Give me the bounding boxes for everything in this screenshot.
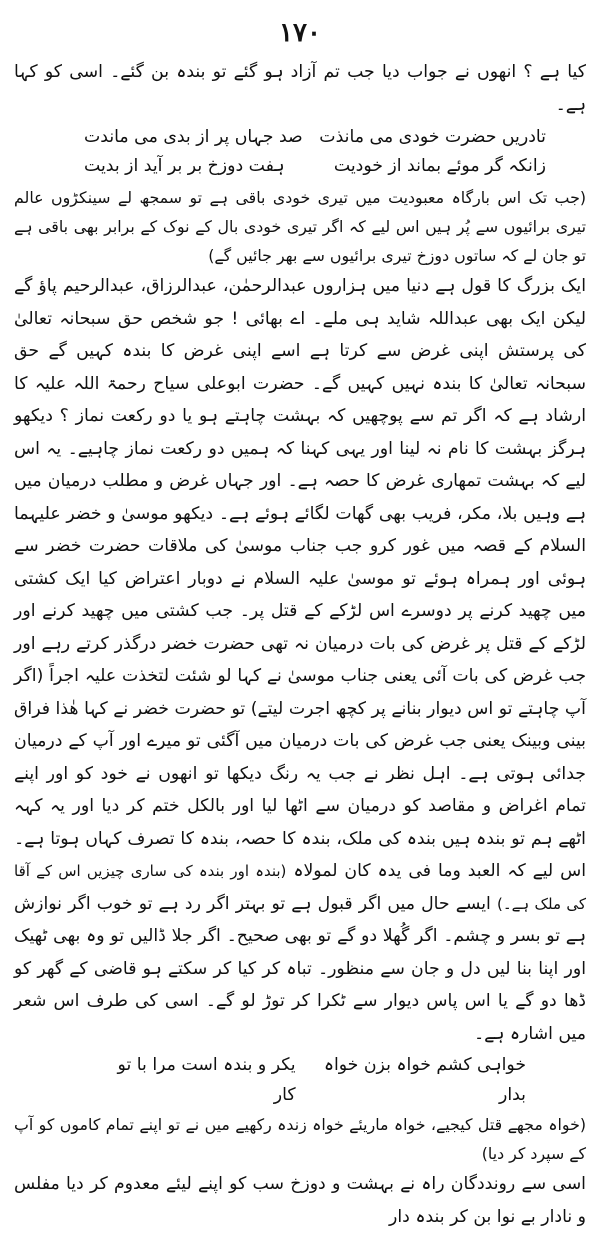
closing-line: اسی سے رونددگان راہ نے بہشت و دوزخ سب کو اپنے لیئے معدوم کر دیا مفلس و نادار بے نوا بن کر بندہ دار (14, 1174, 586, 1227)
main-paragraph-continued: ایسے حال میں اگر قبول ہے تو بہتر اگر رد ہے تو خوب اگر نوازش ہے تو بسر و چشم۔ اگر گُھلا دو گے تو بھی صحیح۔ اگر جلا ڈالیں تو وہ بھی ٹھیک اور اپنا بنا لیں دل و جان سے منظور۔ تباہ کر کیا کر سکتے ہو قاضی کے گھر کو ڈھا دو گے یا اس پاس دیوار سے ٹکرا کر توڑ لو گے۔ اسی کی طرف اس شعر میں اشارہ ہے۔ (14, 893, 586, 1044)
arabic-quote: العبد وما فی یدہ کان لمولاہ (293, 861, 501, 881)
persian-verse-1 (14, 123, 586, 181)
main-paragraph (14, 270, 586, 1050)
verse-couplet (14, 152, 586, 181)
page-number: ۱۷۰ (279, 18, 321, 48)
verse-hemistich: یکر و بندہ است مرا با تو کار (117, 1055, 296, 1105)
persian-verse-2 (14, 1050, 586, 1110)
verse-hemistich: خواہی کشم خواہ بزن خواہ بدار (323, 1055, 526, 1105)
opening-line: کیا ہے ؟ انھوں نے جواب دیا جب تم آزاد ہو گئے تو بندہ بن گئے۔ اسی کو کہا ہے۔ (14, 62, 586, 115)
verse-hemistich: صد جہاں پر از بدی می ماندت (84, 127, 303, 147)
verse-hemistich: زانکہ گر موئے بماند از خودیت (333, 156, 546, 176)
arabic-quote-gloss: (بندہ اور بندہ کی ساری چیزیں اس کے آقا کی ملک ہے۔) (14, 862, 587, 913)
verse-couplet (14, 123, 586, 152)
verse-hemistich: تادریں حضرت خودی می مانذت (319, 127, 546, 147)
verse-translation-note: (جب تک اس بارگاہ معبودیت میں تیری خودی باقی ہے تو سمجھ لے سینکڑوں عالم تیری برائیوں سے پُر ہیں اس لیے کہ اگر تیری خودی بال کے نوک کے برابر بھی باقی ہے تو جان لے کہ ساتوں دوزخ تیری برائیوں سے بھر جائیں گے) (14, 188, 586, 265)
verse-hemistich: ہفت دوزخ بر بر آید از بدیت (84, 156, 285, 176)
verse-translation-note-2: (خواہ مجھے قتل کیجیے، خواہ ماریئے خواہ زندہ رکھیے میں نے تو اپنے تمام کاموں کو آپ کے سپرد کر دیا) (14, 1115, 586, 1163)
main-paragraph-text: ایک بزرگ کا قول ہے دنیا میں ہزاروں عبدالرحمٰن، عبدالرزاق، عبدالرحیم پاؤ گے لیکن ایک بھی عبداللہ شاید ہی ملے۔ اے بھائی ! جو شخص حق سبحانہ تعالیٰ کی پرستش اپنی غرض سے کرتا ہے اسے اپنی غرض کا بندہ کہیں گے حق سبحانہ تعالیٰ کا بندہ نہیں کہیں گے۔ حضرت ابوعلی سیاح رحمۃ اللہ علیہ کا ارشاد ہے کہ اگر تم سے پوچھیں کہ بہشت چاہتے ہو یا دو رکعت نماز ؟ دیکھو ہرگز بہشت کا نام نہ لینا اور یہی کہنا کہ ہمیں دو رکعت نماز چاہیے۔ یہ اس لیے کہ بہشت تمھاری غرض کا حصہ ہے۔ اور جہاں غرض و مطلب درمیان میں ہے وہیں بلا، مکر، فریب بھی گھات لگائے ہوئے ہے۔ دیکھو موسیٰ و خضر علیہما السلام کے قصہ میں غور کرو جب جناب موسیٰ کی ملاقات حضرت خضر سے ہوئی اور ہمراہ ہوئے تو موسیٰ علیہ السلام نے دوبار اعتراض کیا ایک کشتی میں چھید کرنے پر دوسرے اس لڑکے کے قتل پر۔ جب کشتی میں چھید کرنے اور لڑکے کے قتل پر غرض کی بات درمیان نہ تھی حضرت خضر درگذر کرتے رہے اور جب غرض کی بات آئی یعنی جناب موسیٰ نے کہا لو شئت لتخذت علیہ اجراً (اگر آپ چاہتے تو اس دیوار بنانے پر کچھ اجرت لیتے) تو حضرت خضر نے کہا ھٰذا فراق بینی وبینک یعنی جب غرض کی بات درمیان میں آگئی تو میرے اور آپ کے درمیان جدائی ہوتی ہے۔ اہل نظر نے جب یہ رنگ دیکھا تو انھوں نے خود کو اور اپنے تمام اغراض و مقاصد کو درمیان سے اٹھا لیا اور بالکل ختم کر دیا اور یہ کہہ اٹھے ہم تو بندہ ہیں بندہ کی ملک، بندہ کا حصہ، بندہ کا تصرف کہاں ہوتا ہے۔ اس لیے کہ (14, 276, 586, 881)
